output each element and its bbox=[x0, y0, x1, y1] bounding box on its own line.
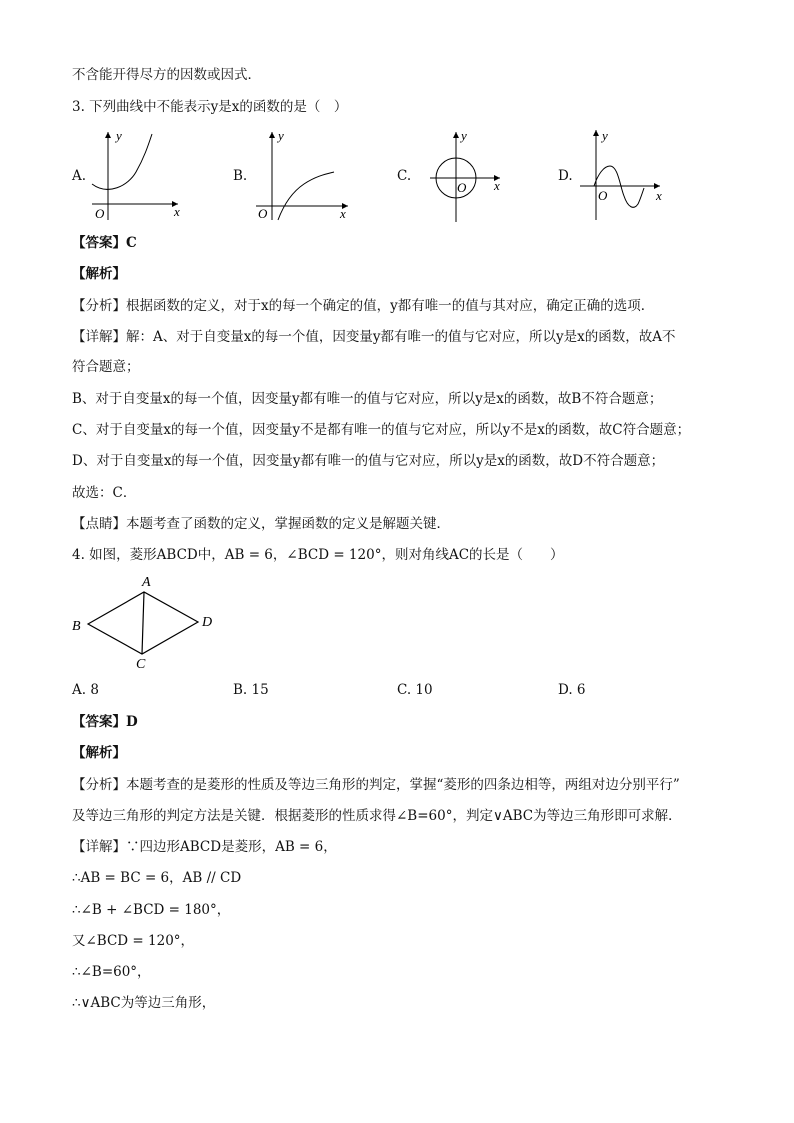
vertex-b-label: B bbox=[72, 619, 81, 634]
origin-label: O bbox=[457, 180, 467, 195]
step-1: ∴AB = BC = 6，AB // CD bbox=[72, 870, 242, 886]
x-axis-label: x bbox=[656, 188, 662, 203]
graph-d bbox=[576, 126, 676, 222]
detail-3-d: D、对于自变量x的每一个值，因变量y都有唯一的值与它对应，所以y是x的函数，故D不符合题意； bbox=[72, 453, 665, 469]
y-axis-label: y bbox=[461, 128, 467, 143]
question-4: 4. 如图，菱形ABCD中，AB = 6，∠BCD = 120°，则对角线AC的长是（ ） bbox=[72, 547, 564, 563]
step-2: ∴∠B + ∠BCD = 180°， bbox=[72, 902, 231, 918]
option-b: B. 15 bbox=[233, 682, 269, 698]
x-axis-label: x bbox=[494, 178, 500, 193]
graph-a bbox=[88, 126, 198, 222]
option-c-label: C. bbox=[397, 168, 412, 184]
origin-label: O bbox=[95, 206, 105, 221]
origin-label: O bbox=[258, 206, 268, 221]
answer-4: 【答案】D bbox=[72, 714, 138, 730]
question-3: 3. 下列曲线中不能表示y是x的函数的是（ ） bbox=[72, 99, 348, 115]
graph-c bbox=[416, 126, 516, 222]
vertex-a-label: A bbox=[142, 575, 151, 590]
y-axis-label: y bbox=[278, 128, 284, 143]
x-axis-label: x bbox=[174, 204, 180, 219]
option-a-label: A. bbox=[72, 168, 87, 184]
y-axis-label: y bbox=[602, 128, 608, 143]
option-d-label: D. bbox=[558, 168, 573, 184]
detail-4: 【详解】∵四边形ABCD是菱形，AB = 6， bbox=[72, 839, 337, 855]
option-c: C. 10 bbox=[397, 682, 433, 698]
option-a: A. 8 bbox=[72, 682, 99, 698]
analysis-3: 【分析】根据函数的定义，对于x的每一个确定的值，y都有唯一的值与其对应，确定正确的选项． bbox=[72, 298, 655, 314]
origin-label: O bbox=[598, 188, 608, 203]
text-line: 不含能开得尽方的因数或因式． bbox=[72, 67, 261, 83]
analysis-heading-3: 【解析】 bbox=[72, 266, 126, 282]
step-4: ∴∠B=60°， bbox=[72, 964, 151, 980]
comment-3: 【点睛】本题考查了函数的定义，掌握函数的定义是解题关键． bbox=[72, 516, 450, 532]
vertex-c-label: C bbox=[136, 657, 146, 672]
option-b-label: B. bbox=[233, 168, 248, 184]
vertex-d-label: D bbox=[202, 615, 213, 630]
choice-3: 故选：C． bbox=[72, 485, 137, 501]
analysis-heading-4: 【解析】 bbox=[72, 745, 126, 761]
detail-3-b: B、对于自变量x的每一个值，因变量y都有唯一的值与它对应，所以y是x的函数，故B不符合题意； bbox=[72, 391, 663, 407]
step-3: 又∠BCD = 120°， bbox=[72, 933, 195, 949]
answer-3: 【答案】C bbox=[72, 235, 137, 251]
analysis-4-line-2: 及等边三角形的判定方法是关键．根据菱形的性质求得∠B=60°，判定∨ABC为等边三角形即可求解． bbox=[72, 808, 682, 824]
y-axis-label: y bbox=[116, 128, 122, 143]
graph-b bbox=[252, 126, 362, 222]
step-5: ∴∨ABC为等边三角形， bbox=[72, 995, 216, 1011]
rhombus-figure bbox=[68, 572, 228, 672]
detail-3-line-1: 【详解】解：A、对于自变量x的每一个值，因变量y都有唯一的值与它对应，所以y是x的函数，故A不 bbox=[72, 329, 676, 345]
detail-3-line-2: 符合题意； bbox=[72, 359, 140, 375]
x-axis-label: x bbox=[340, 206, 346, 221]
option-d: D. 6 bbox=[558, 682, 586, 698]
analysis-4-line-1: 【分析】本题考查的是菱形的性质及等边三角形的判定，掌握“菱形的四条边相等，两组对边分别平行” bbox=[72, 777, 680, 793]
detail-3-c: C、对于自变量x的每一个值，因变量y不是都有唯一的值与它对应，所以y不是x的函数，故C符合题意； bbox=[72, 422, 691, 438]
